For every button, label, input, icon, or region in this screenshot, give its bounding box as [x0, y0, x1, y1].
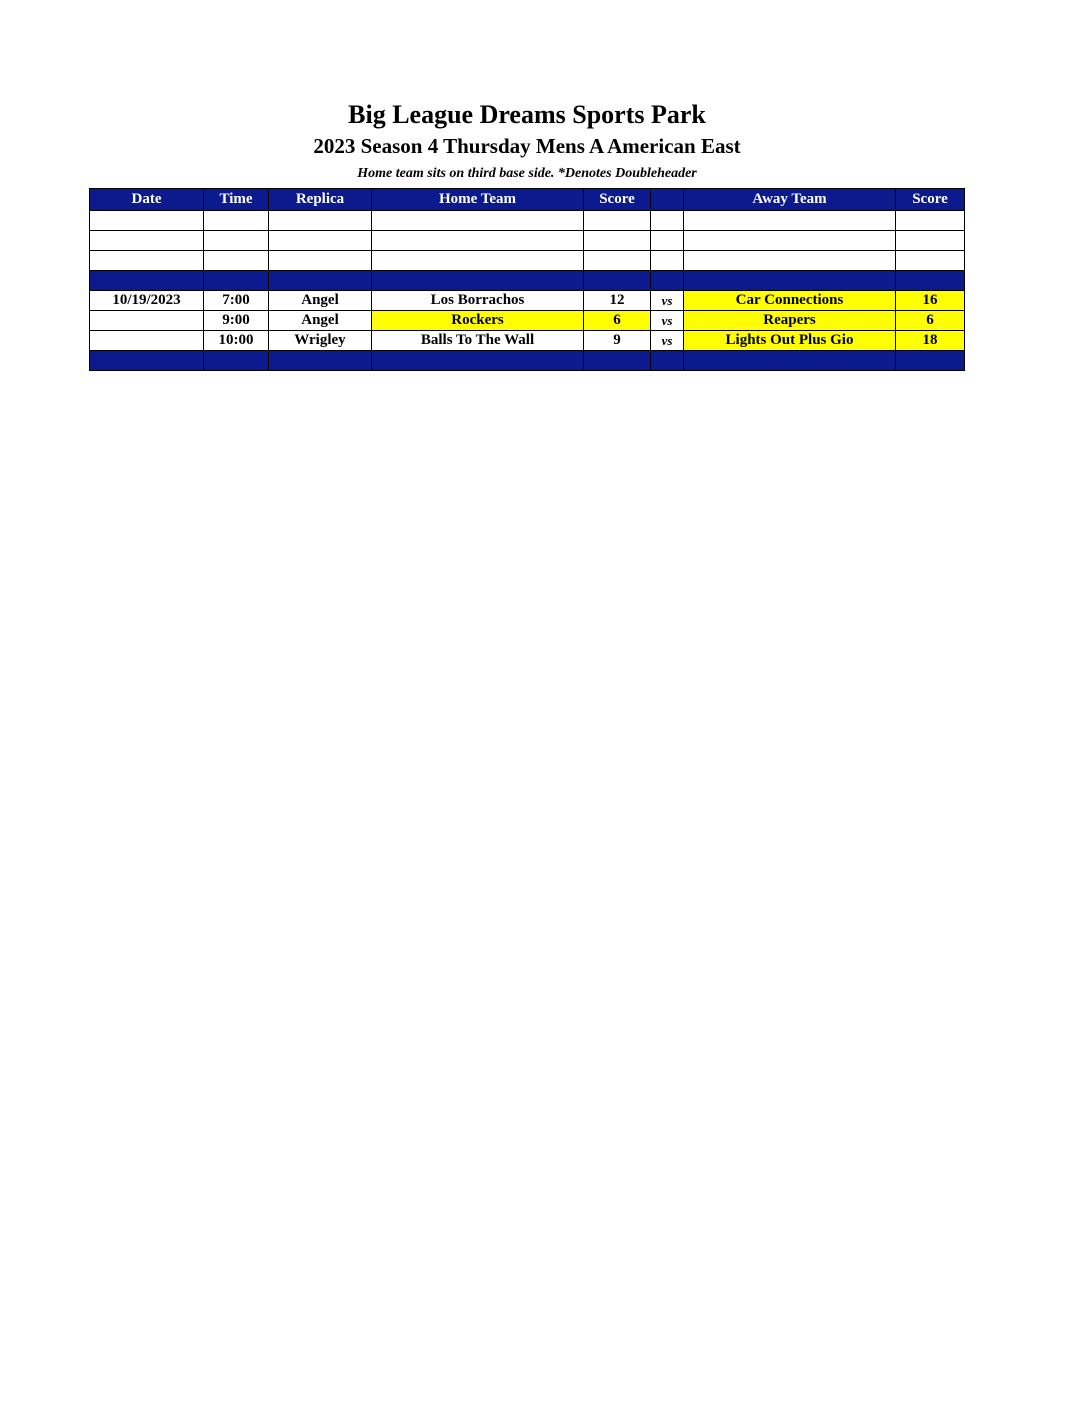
band-cell	[372, 271, 584, 291]
column-header-date: Date	[90, 189, 204, 211]
separator-band-row	[90, 271, 965, 291]
game-time: 10:00	[204, 331, 269, 351]
band-cell	[269, 271, 372, 291]
band-cell	[896, 271, 965, 291]
game-time: 7:00	[204, 291, 269, 311]
band-cell	[684, 271, 896, 291]
empty-cell	[651, 251, 684, 271]
home-score: 9	[584, 331, 651, 351]
band-cell	[372, 351, 584, 371]
empty-cell	[896, 211, 965, 231]
empty-cell	[896, 251, 965, 271]
empty-cell	[204, 251, 269, 271]
column-header-home-score: Score	[584, 189, 651, 211]
empty-cell	[684, 211, 896, 231]
vs-label: vs	[651, 291, 684, 311]
table-header-row	[90, 189, 965, 211]
empty-cell	[372, 251, 584, 271]
game-replica: Wrigley	[269, 331, 372, 351]
band-cell	[204, 351, 269, 371]
game-row	[90, 291, 965, 311]
page-title: Big League Dreams Sports Park	[348, 100, 706, 129]
schedule-table	[89, 188, 965, 371]
away-team: Lights Out Plus Gio	[684, 331, 896, 351]
home-team: Los Borrachos	[372, 291, 584, 311]
band-cell	[584, 271, 651, 291]
empty-cell	[372, 211, 584, 231]
game-date	[90, 331, 204, 351]
column-header-vs	[651, 189, 684, 211]
band-cell	[651, 351, 684, 371]
column-header-away-score: Score	[896, 189, 965, 211]
home-score: 12	[584, 291, 651, 311]
empty-cell	[269, 231, 372, 251]
band-cell	[651, 271, 684, 291]
game-replica: Angel	[269, 291, 372, 311]
empty-cell	[584, 251, 651, 271]
home-team: Rockers	[372, 311, 584, 331]
empty-cell	[90, 251, 204, 271]
game-date	[90, 311, 204, 331]
empty-row	[90, 231, 965, 251]
vs-label: vs	[651, 331, 684, 351]
band-cell	[896, 351, 965, 371]
game-replica: Angel	[269, 311, 372, 331]
band-cell	[90, 351, 204, 371]
column-header-away-team: Away Team	[684, 189, 896, 211]
schedule-note: Home team sits on third base side. *Denotes Doubleheader	[357, 166, 697, 181]
vs-label: vs	[651, 311, 684, 331]
league-subtitle: 2023 Season 4 Thursday Mens A American East	[313, 134, 741, 158]
column-header-time: Time	[204, 189, 269, 211]
empty-row	[90, 211, 965, 231]
away-team: Car Connections	[684, 291, 896, 311]
game-time: 9:00	[204, 311, 269, 331]
band-cell	[269, 351, 372, 371]
empty-cell	[584, 211, 651, 231]
away-score: 6	[896, 311, 965, 331]
empty-cell	[684, 251, 896, 271]
empty-cell	[269, 211, 372, 231]
band-cell	[204, 271, 269, 291]
home-score: 6	[584, 311, 651, 331]
empty-cell	[90, 211, 204, 231]
empty-cell	[204, 231, 269, 251]
band-cell	[90, 271, 204, 291]
away-score: 16	[896, 291, 965, 311]
empty-cell	[269, 251, 372, 271]
away-team: Reapers	[684, 311, 896, 331]
separator-band-row	[90, 351, 965, 371]
empty-cell	[584, 231, 651, 251]
empty-cell	[90, 231, 204, 251]
away-score: 18	[896, 331, 965, 351]
band-cell	[584, 351, 651, 371]
game-row	[90, 311, 965, 331]
empty-row	[90, 251, 965, 271]
home-team: Balls To The Wall	[372, 331, 584, 351]
column-header-replica: Replica	[269, 189, 372, 211]
game-row	[90, 331, 965, 351]
empty-cell	[896, 231, 965, 251]
band-cell	[684, 351, 896, 371]
empty-cell	[651, 211, 684, 231]
empty-cell	[684, 231, 896, 251]
empty-cell	[372, 231, 584, 251]
empty-cell	[651, 231, 684, 251]
game-date: 10/19/2023	[90, 291, 204, 311]
empty-cell	[204, 211, 269, 231]
column-header-home-team: Home Team	[372, 189, 584, 211]
